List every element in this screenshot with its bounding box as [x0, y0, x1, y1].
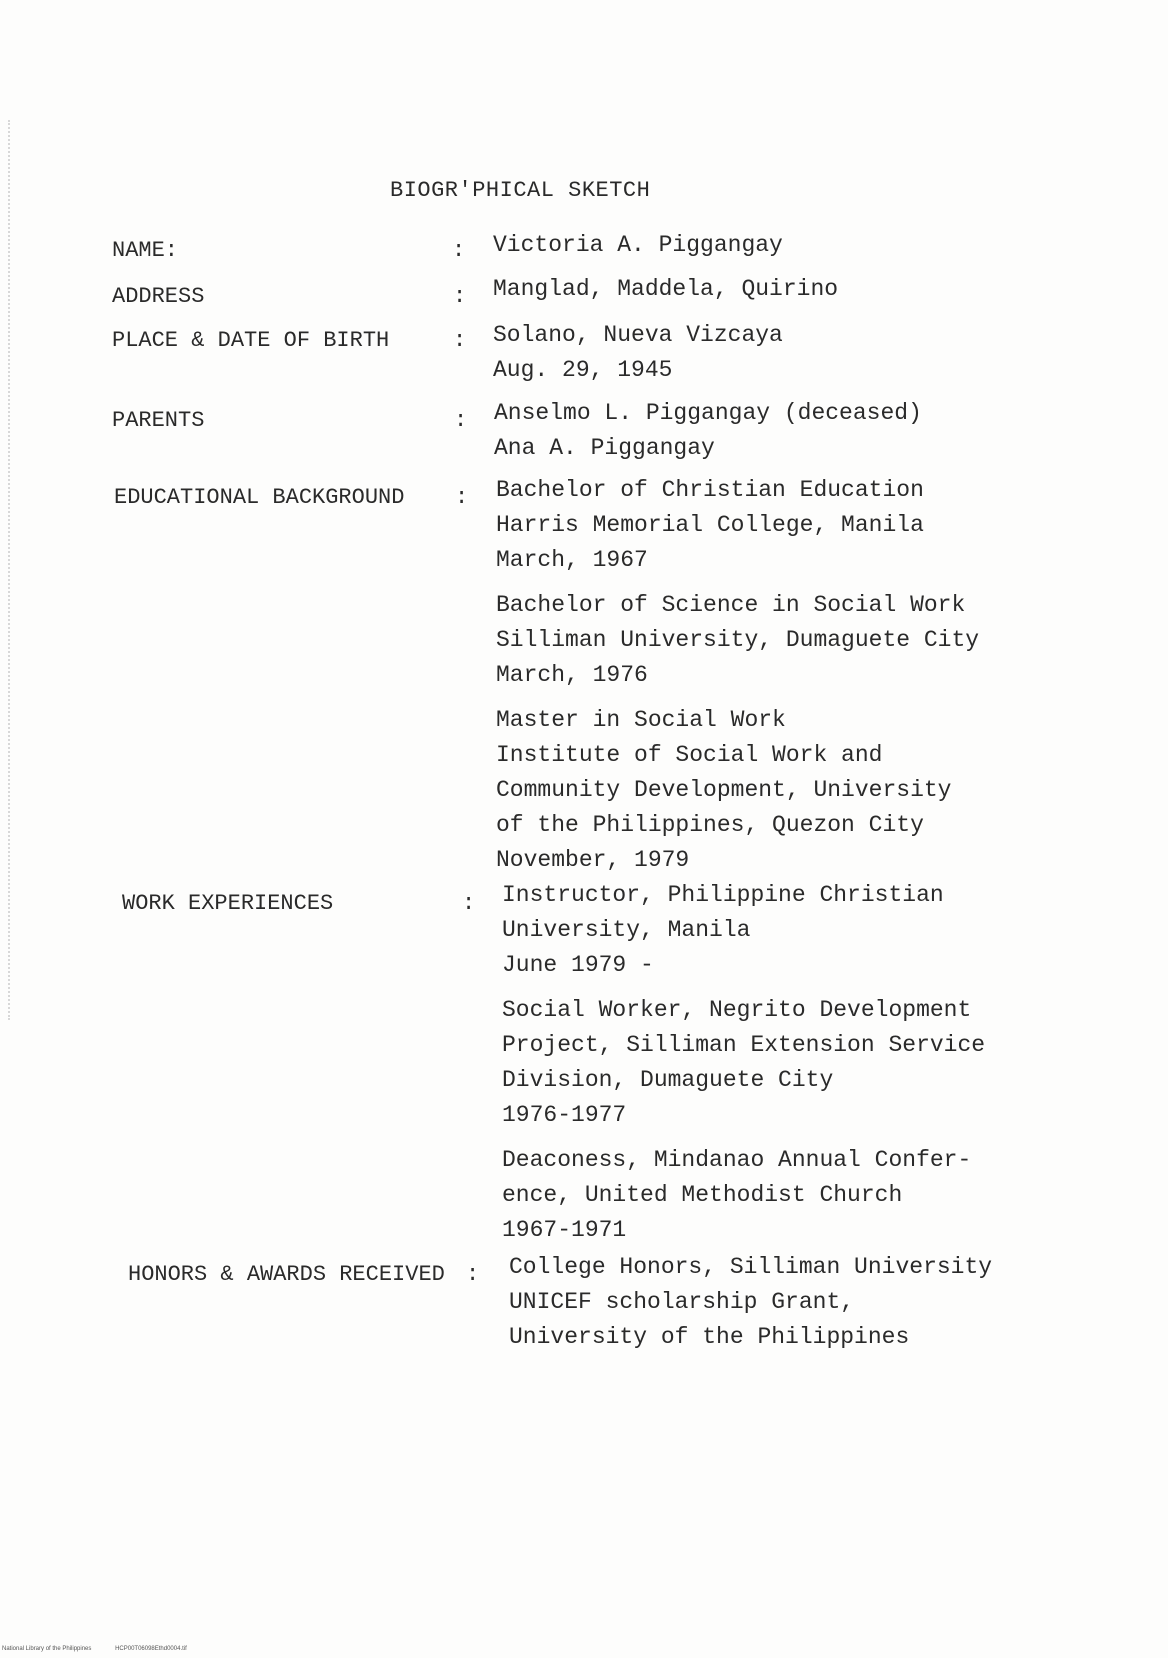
value-line: ence, United Methodist Church: [502, 1182, 903, 1208]
field-colon: :: [452, 238, 466, 263]
value-line: November, 1979: [496, 847, 690, 873]
field-colon: :: [453, 284, 467, 309]
value-line: Project, Silliman Extension Service: [502, 1032, 986, 1058]
value-line: 1976-1977: [502, 1102, 627, 1128]
field-label-education: EDUCATIONAL BACKGROUND: [114, 485, 405, 510]
value-line: March, 1976: [496, 662, 648, 688]
value-line: Bachelor of Science in Social Work: [496, 592, 966, 618]
value-line: Deaconess, Mindanao Annual Confer-: [502, 1147, 972, 1173]
scan-edge-marks: [8, 120, 12, 1020]
value-line: Manglad, Maddela, Quirino: [493, 276, 839, 302]
education-entry: [496, 588, 979, 693]
value-line: Aug. 29, 1945: [493, 357, 673, 383]
field-label-honors: HONORS & AWARDS RECEIVED: [128, 1262, 445, 1287]
field-value-work: [502, 878, 985, 1258]
field-colon: :: [455, 485, 469, 510]
field-label-address: ADDRESS: [112, 284, 205, 309]
value-line: Community Development, University: [496, 777, 952, 803]
field-label-name: NAME:: [112, 238, 179, 263]
field-colon: :: [466, 1262, 480, 1287]
value-line: Victoria A. Piggangay: [493, 232, 783, 258]
field-label-birth: PLACE & DATE OF BIRTH: [112, 328, 390, 353]
field-colon: :: [462, 891, 476, 916]
field-colon: :: [453, 328, 467, 353]
value-line: University of the Philippines: [509, 1324, 910, 1350]
value-line: Master in Social Work: [496, 707, 786, 733]
value-line: University, Manila: [502, 917, 751, 943]
field-value-name: [493, 228, 783, 263]
field-colon: :: [454, 408, 468, 433]
value-line: Bachelor of Christian Education: [496, 477, 924, 503]
value-line: June 1979 -: [502, 952, 654, 978]
value-line: Instructor, Philippine Christian: [502, 882, 944, 908]
value-line: Silliman University, Dumaguete City: [496, 627, 980, 653]
value-line: Social Worker, Negrito Development: [502, 997, 972, 1023]
field-label-parents: PARENTS: [112, 408, 205, 433]
field-value-parents: [494, 396, 922, 466]
value-line: Anselmo L. Piggangay (deceased): [494, 400, 922, 426]
value-line: Ana A. Piggangay: [494, 435, 715, 461]
field-value-address: [493, 272, 838, 307]
value-line: Solano, Nueva Vizcaya: [493, 322, 783, 348]
field-value-honors: [509, 1250, 992, 1355]
field-label-work: WORK EXPERIENCES: [122, 891, 334, 916]
field-value-birth: [493, 318, 783, 388]
education-entry: [496, 473, 979, 578]
scan-footer: [2, 1646, 209, 1652]
value-line: March, 1967: [496, 547, 648, 573]
value-line: Institute of Social Work and: [496, 742, 883, 768]
page-title: BIOGR'PHICAL SKETCH: [390, 178, 651, 203]
work-entry: [502, 1143, 985, 1248]
value-line: of the Philippines, Quezon City: [496, 812, 924, 838]
education-entry: [496, 703, 979, 878]
value-line: Harris Memorial College, Manila: [496, 512, 924, 538]
work-entry: [502, 878, 985, 983]
value-line: College Honors, Silliman University: [509, 1254, 993, 1280]
footer-file-id: HCP00T06098Ethd0004.tif: [115, 1646, 187, 1652]
value-line: 1967-1971: [502, 1217, 627, 1243]
value-line: UNICEF scholarship Grant,: [509, 1289, 855, 1315]
field-value-education: [496, 473, 979, 888]
footer-library: National Library of the Philippines: [2, 1646, 92, 1652]
work-entry: [502, 993, 985, 1133]
value-line: Division, Dumaguete City: [502, 1067, 834, 1093]
